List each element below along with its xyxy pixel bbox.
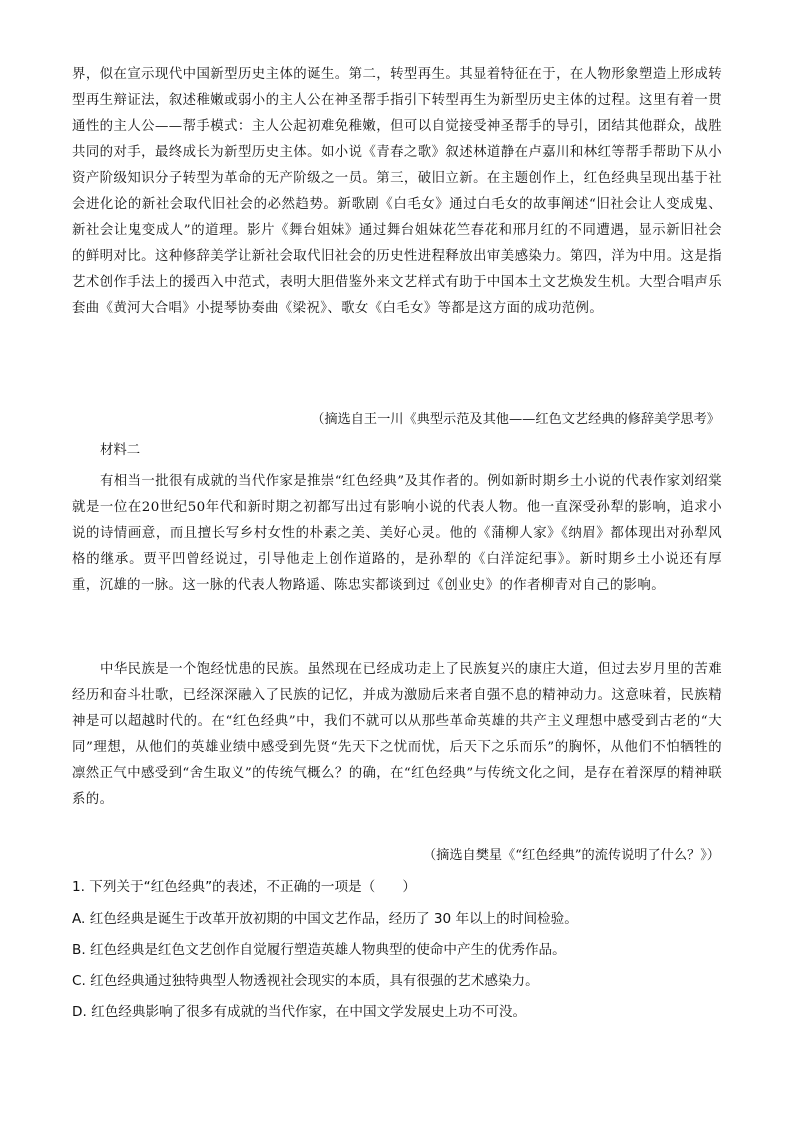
material-two-heading: 材料二	[100, 443, 141, 458]
material-one-paragraph: 界，似在宣示现代中国新型历史主体的诞生。第二，转型再生。其显着特征在于，在人物形象塑造上形成转型再生辩证法，叙述稚嫩或弱小的主人公在神圣帮手指引下转型再生为新型历史主体的过程。这里有着一贯通性的主人公——帮手模式：主人公起初难免稚嫩，但可以自觉接受神圣帮手的导引，团结其他群众，战胜共同的对手，最终成长为新型历史主体。如小说《青春之歌》叙述林道静在卢嘉川和林红等帮手帮助下从小资产阶级知识分子转型为革命的无产阶级之一员。第三，破旧立新。在主题创作上，红色经典呈现出基于社会进化论的新社会取代旧社会的必然趋势。新歌剧《白毛女》通过白毛女的故事阐述“旧社会让人变成鬼、新社会让鬼变成人”的道理。影片《舞台姐妹》通过舞台姐妹花竺春花和邢月红的不同遭遇，显示新旧社会的鲜明对比。这种修辞美学让新社会取代旧社会的历史性进程释放出审美感染力。第四，洋为中用。这是指艺术创作手法上的援西入中范式，表明大胆借鉴外来文艺样式有助于中国本土文艺焕发生机。大型合唱声乐套曲《黄河大合唱》小提琴协奏曲《梁祝》、歌女《白毛女》等都是这方面的成功范例。	[72, 67, 722, 316]
material-two-paragraph-1: 有相当一批很有成就的当代作家是推崇“红色经典”及其作者的。例如新时期乡土小说的代表作家刘绍棠就是一位在20世纪50年代和新时期之初都写出过有影响小说的代表人物。他一直深受孙犁的影响，追求小说的诗情画意，而且擅长写乡村女性的朴素之美、美好心灵。他的《蒲柳人家》《纳眉》都体现出对孙犁风格的继承。贾平凹曾经说过，引导他走上创作道路的，是孙犁的《白洋淀纪事》。新时期乡土小说还有厚重，沉雄的一脉。这一脉的代表人物路遥、陈忠实都谈到过《创业史》的作者柳青对自己的影响。	[72, 474, 722, 593]
material-two-paragraph-2: 中华民族是一个饱经忧患的民族。虽然现在已经成功走上了民族复兴的康庄大道，但过去岁月里的苦难经历和奋斗壮歌，已经深深融入了民族的记忆，并成为激励后来者自强不息的精神动力。这意味着，民族精神是可以超越时代的。在“红色经典”中，我们不就可以从那些革命英雄的共产主义理想中感受到古老的“大同”理想，从他们的英雄业绩中感受到先贤“先天下之忧而忧，后天下之乐而乐”的胸怀，从他们不怕牺牲的凛然正气中感受到“舍生取义”的传统气概么？的确，在“红色经典”与传统文化之间，是存在着深厚的精神联系的。	[72, 662, 722, 807]
question-1-option-c: C. 红色经典通过独特典型人物透视社会现实的本质，具有很强的艺术感染力。	[72, 973, 539, 989]
question-1-stem: 1. 下列关于“红色经典”的表述，不正确的一项是（ ）	[72, 879, 417, 895]
material-one-citation: （摘选自王一川《典型示范及其他——红色文艺经典的修辞美学思考》	[311, 412, 720, 427]
question-1-option-b: B. 红色经典是红色文艺创作自觉履行塑造英雄人物典型的使命中产生的优秀作品。	[72, 942, 566, 958]
question-1-option-d: D. 红色经典影响了很多有成就的当代作家，在中国文学发展史上功不可没。	[72, 1004, 527, 1020]
material-two-citation: （摘选自樊星《“红色经典”的流传说明了什么？》）	[422, 848, 720, 863]
question-1-option-a: A. 红色经典是诞生于改革开放初期的中国文艺作品，经历了 30 年以上的时间检验。	[72, 911, 578, 927]
